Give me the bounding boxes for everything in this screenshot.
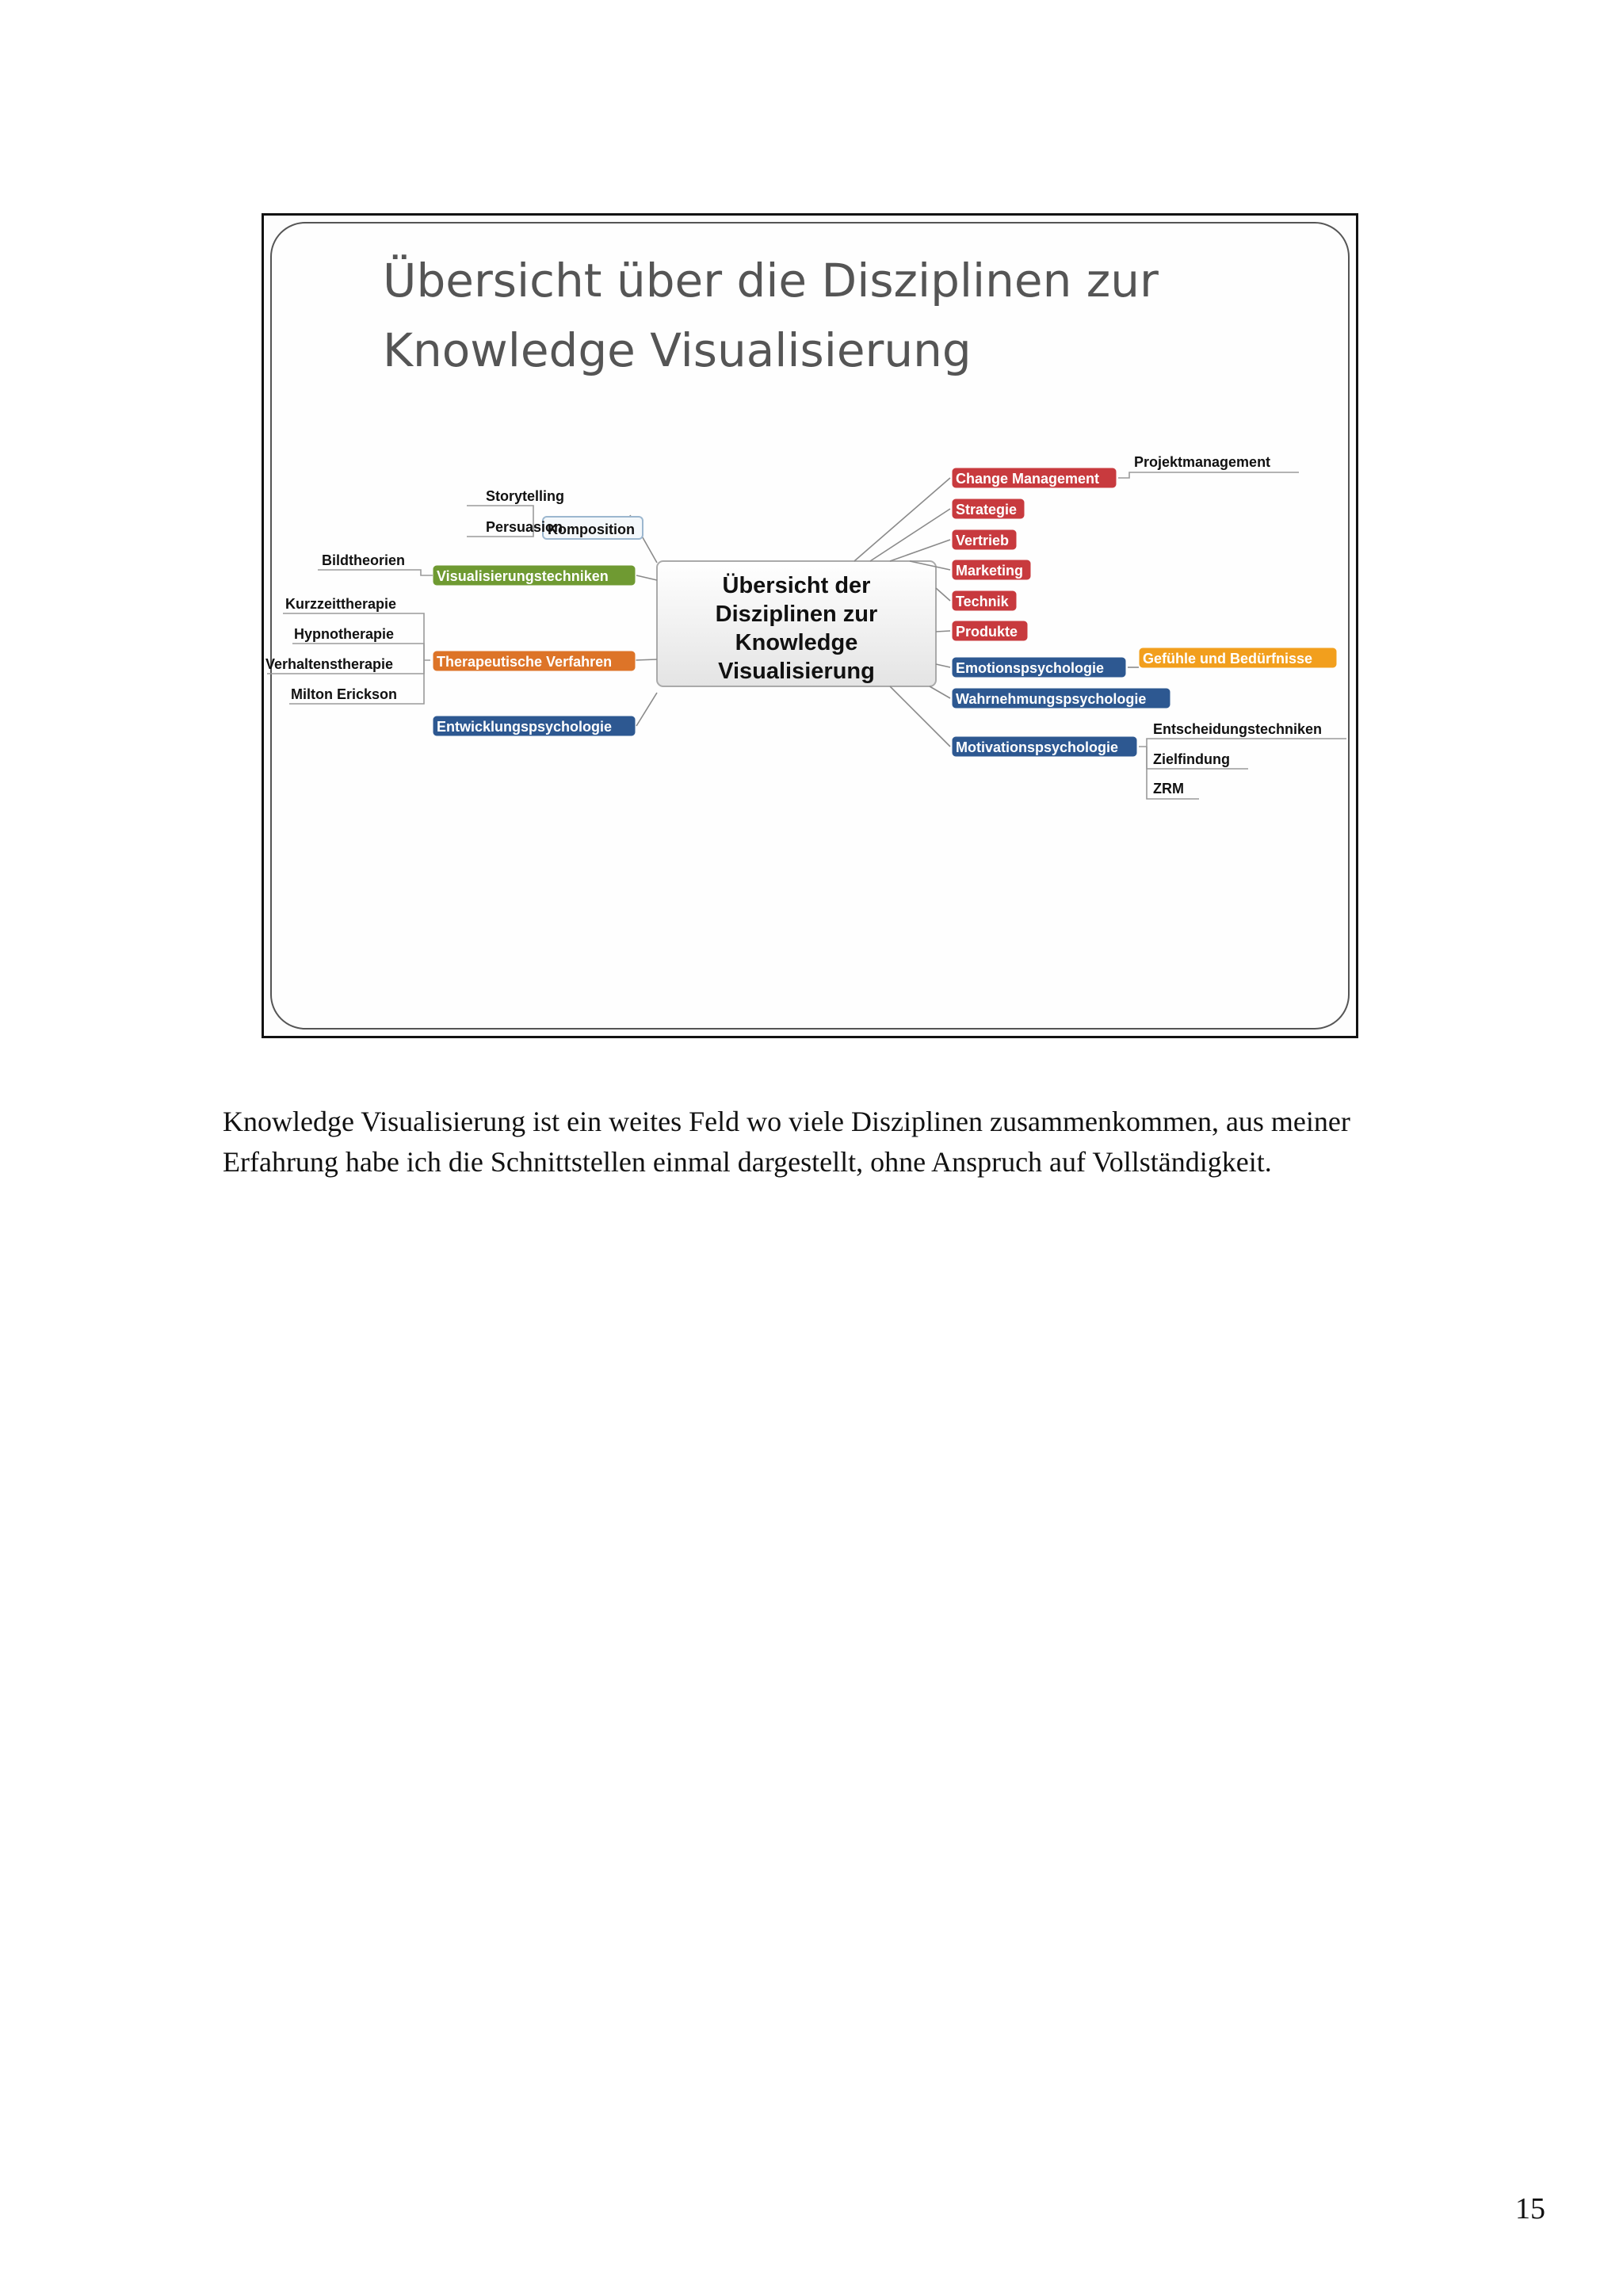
center-node-line: Übersicht der bbox=[722, 573, 871, 598]
emotionspsychologie: Emotionspsychologie bbox=[956, 660, 1105, 676]
komposition-label: Komposition bbox=[548, 521, 635, 537]
persuasion-label: Persuasion bbox=[486, 519, 563, 535]
therapie-child-label: Hypnotherapie bbox=[294, 626, 395, 642]
bildtheorien-label: Bildtheorien bbox=[322, 552, 406, 568]
technik: Technik bbox=[956, 594, 1009, 609]
vertrieb: Vertrieb bbox=[956, 533, 1010, 548]
right-connector bbox=[936, 664, 950, 667]
projektmanagement-label: Projektmanagement bbox=[1134, 454, 1271, 470]
motivationspsychologie: Motivationspsychologie bbox=[956, 739, 1119, 755]
connector-line bbox=[636, 575, 657, 580]
strategie: Strategie bbox=[956, 502, 1018, 518]
connector-line bbox=[636, 693, 657, 726]
entwicklungspsychologie: Entwicklungspsychologie bbox=[437, 719, 613, 735]
bildtheorien-branch bbox=[318, 570, 433, 575]
motivation-child-label: Zielfindung bbox=[1153, 751, 1230, 767]
center-node-line: Disziplinen zur bbox=[715, 602, 878, 627]
projektmanagement-branch bbox=[1118, 472, 1299, 478]
body-paragraph: Knowledge Visualisierung ist ein weites Feld wo viele Disziplinen zusammenkommen, aus meiner Erfahrung habe ich die Schnittstellen einmal dargestellt, ohne Anspruch auf Vollständigkeit. bbox=[223, 1106, 1350, 1178]
right-connector bbox=[936, 631, 950, 632]
visualisierungstechniken: Visualisierungstechniken bbox=[437, 568, 609, 584]
slide-title: Übersicht über die Disziplinen zur Knowledge Visualisierung bbox=[383, 254, 1159, 377]
connector-line bbox=[635, 659, 657, 660]
motivation-child-label: Entscheidungstechniken bbox=[1153, 721, 1323, 737]
right-connector bbox=[930, 686, 950, 698]
slide-image bbox=[262, 213, 1358, 1038]
produkte: Produkte bbox=[956, 624, 1018, 640]
storytelling-label: Storytelling bbox=[486, 488, 565, 504]
mind-map-diagram bbox=[264, 216, 1356, 1036]
therapie-child-label: Kurzzeittherapie bbox=[285, 596, 397, 612]
therapeutische-verfahren: Therapeutische Verfahren bbox=[437, 654, 613, 670]
right-connector bbox=[854, 478, 950, 561]
center-node-line: Visualisierung bbox=[718, 659, 875, 684]
page-number: 15 bbox=[1515, 2192, 1545, 2225]
motivation-branch bbox=[1139, 739, 1346, 747]
marketing: Marketing bbox=[956, 563, 1024, 579]
wahrnehmungspsychologie: Wahrnehmungspsychologie bbox=[956, 691, 1147, 707]
motivation-child-label: ZRM bbox=[1153, 781, 1184, 797]
therapie-child-label: Verhaltenstherapie bbox=[265, 656, 394, 672]
gefuehle-und-beduerfnisse: Gefühle und Bedürfnisse bbox=[1143, 651, 1313, 667]
therapie-child-label: Milton Erickson bbox=[291, 686, 398, 702]
right-connector bbox=[936, 588, 950, 601]
right-connector bbox=[890, 686, 950, 747]
center-node-line: Knowledge bbox=[735, 630, 858, 655]
change-management: Change Management bbox=[956, 471, 1100, 487]
